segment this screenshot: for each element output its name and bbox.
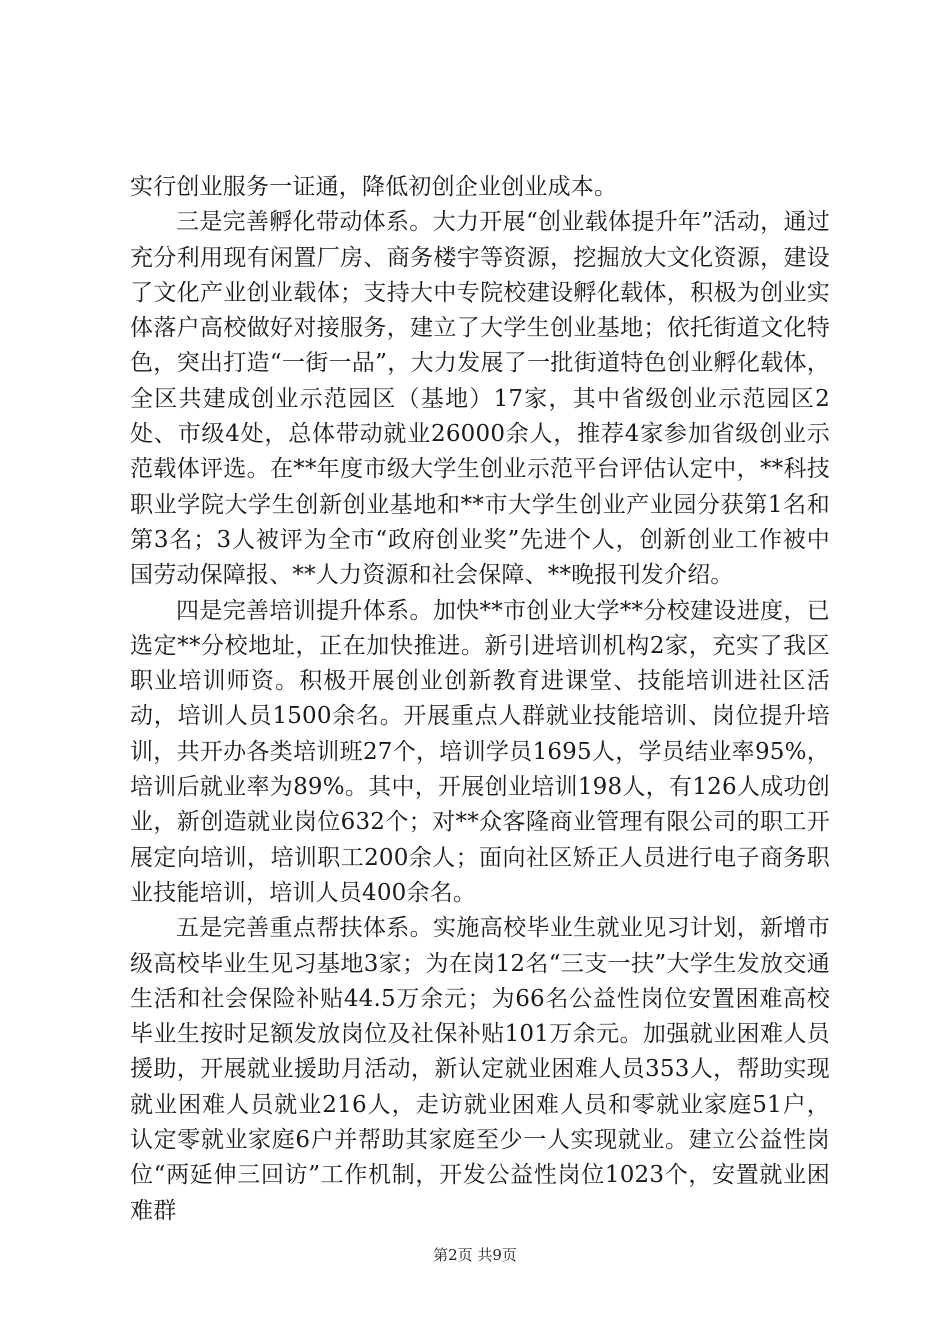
- paragraph-continuation: 实行创业服务一证通，降低初创企业创业成本。: [130, 174, 618, 200]
- document-body: [130, 170, 830, 1229]
- paragraph-incubation: 三是完善孵化带动体系。大力开展“创业载体提升年”活动，通过充分利用现有闲置厂房、商务楼宇等资源，挖掘放大文化资源，建设了文化产业创业载体；支持大中专院校建设孵化载体，积极为创业实体落户高校做好对接服务，建立了大学生创业基地；依托街道文化特色，突出打造“一街一品”，大力发展了一批街道特色创业孵化载体，全区共建成创业示范园区（基地）17家，其中省级创业示范园区2处、市级4处，总体带动就业26000余人，推荐4家参加省级创业示范载体评选。在**年度市级大学生创业示范平台评估认定中，**科技职业学院大学生创新创业基地和**市大学生创业产业园分获第1名和第3名；3人被评为全市“政府创业奖”先进个人，创新创业工作被中国劳动保障报、**人力资源和社会保障、**晚报刊发介绍。: [130, 209, 830, 589]
- page-footer: 第2页 共9页: [433, 1246, 517, 1264]
- paragraph-assistance: 五是完善重点帮扶体系。实施高校毕业生就业见习计划，新增市级高校毕业生见习基地3家；为在岗12名“三支一扶”大学生发放交通生活和社会保险补贴44.5万余元；为66名公益性岗位安置困难高校毕业生按时足额发放岗位及社保补贴101万余元。加强就业困难人员援助，开展就业援助月活动，新认定就业困难人员353人，帮助实现就业困难人员就业216人，走访就业困难人员和零就业家庭51户，认定零就业家庭6户并帮助其家庭至少一人实现就业。建立公益性岗位“两延伸三回访”工作机制，开发公益性岗位1023个，安置就业困难群: [130, 915, 830, 1224]
- paragraph-training: 四是完善培训提升体系。加快**市创业大学**分校建设进度，已选定**分校地址，正在加快推进。新引进培训机构2家，充实了我区职业培训师资。积极开展创业创新教育进课堂、技能培训进社区活动，培训人员1500余名。开展重点人群就业技能培训、岗位提升培训，共开办各类培训班27个，培训学员1695人，学员结业率95%，培训后就业率为89%。其中，开展创业培训198人，有126人成功创业，新创造就业岗位632个；对**众客隆商业管理有限公司的职工开展定向培训，培训职工200余人；面向社区矫正人员进行电子商务职业技能培训，培训人员400余名。: [130, 597, 830, 906]
